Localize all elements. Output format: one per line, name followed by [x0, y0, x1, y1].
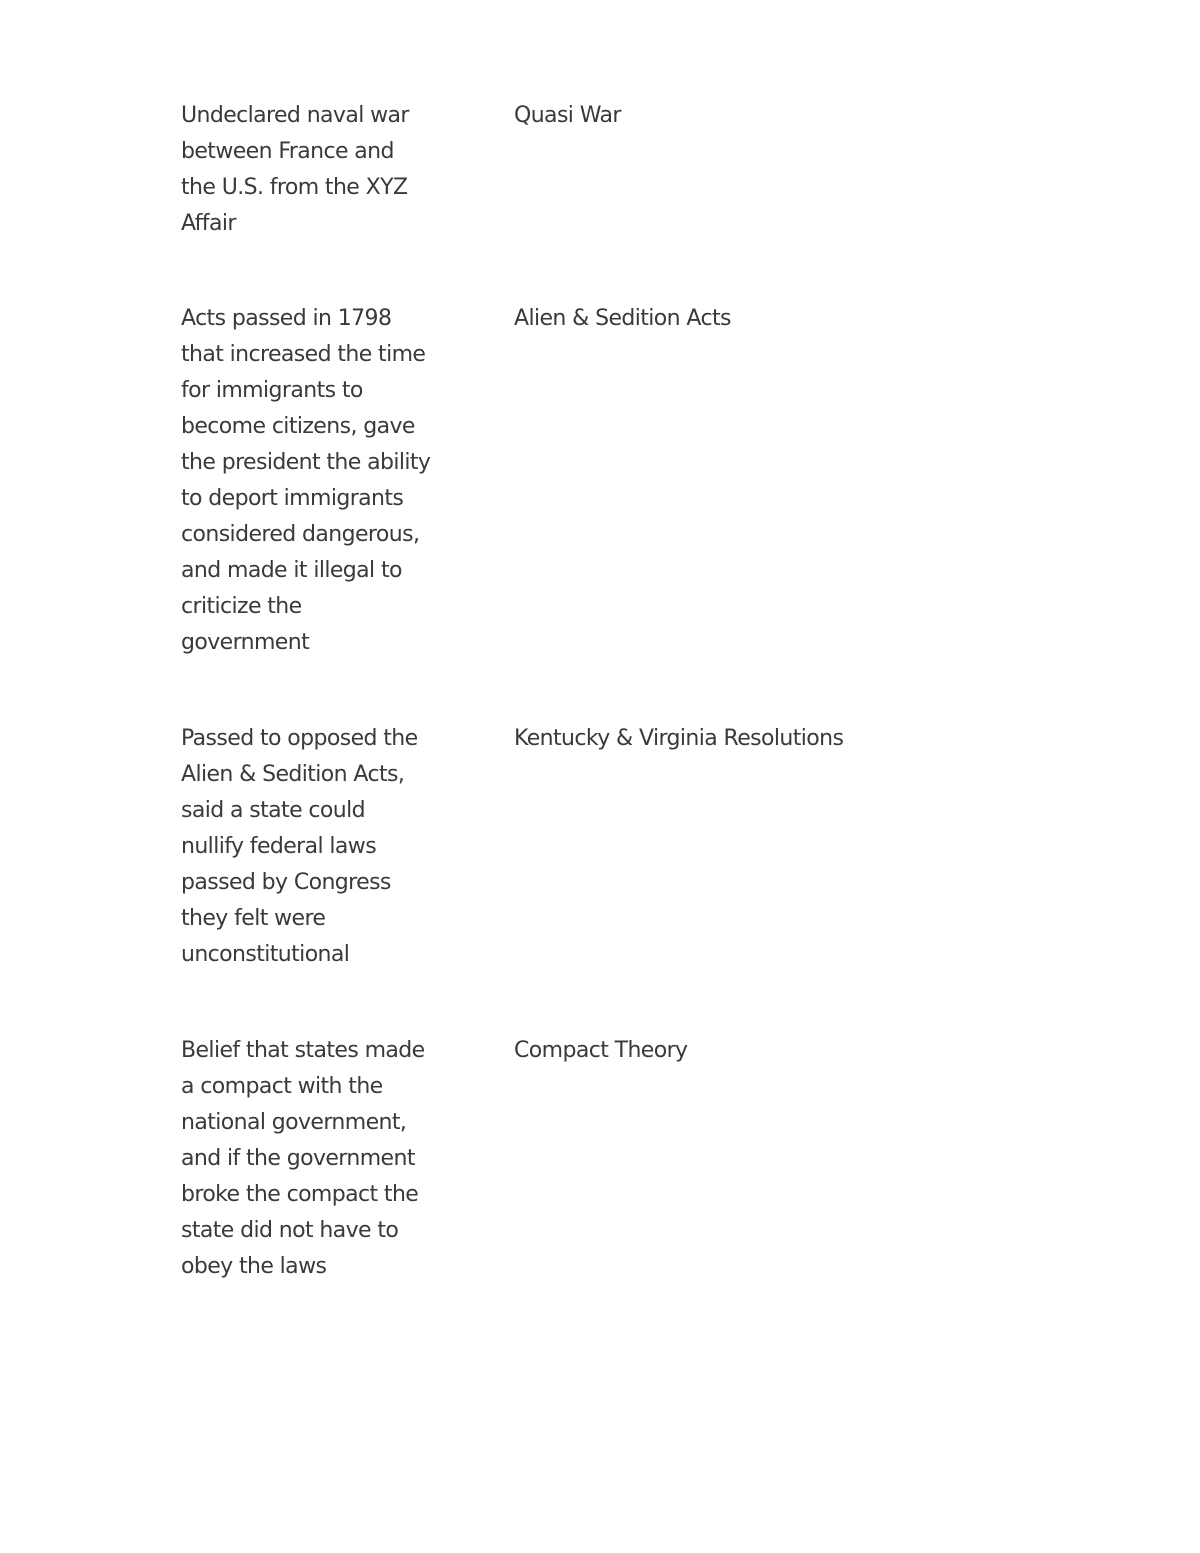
term-text: Kentucky & Virginia Resolutions	[514, 726, 844, 751]
definition-text: Passed to opposed the Alien & Sedition Acts, said a state could nullify federal laws passed by Congress they felt were unconstitutional	[181, 726, 418, 967]
term-text: Alien & Sedition Acts	[514, 306, 731, 331]
term-text: Quasi War	[514, 103, 621, 128]
definition-text: Acts passed in 1798 that increased the time for immigrants to become citizens, gave the president the ability to deport immigrants considered dangerous, and made it illegal to criticize the government	[181, 306, 431, 655]
term-text: Compact Theory	[514, 1038, 688, 1063]
definition-text: Undeclared naval war between France and the U.S. from the XYZ Affair	[181, 103, 409, 236]
definition-text: Belief that states made a compact with the national government, and if the government broke the compact the state did not have to obey the laws	[181, 1038, 425, 1279]
